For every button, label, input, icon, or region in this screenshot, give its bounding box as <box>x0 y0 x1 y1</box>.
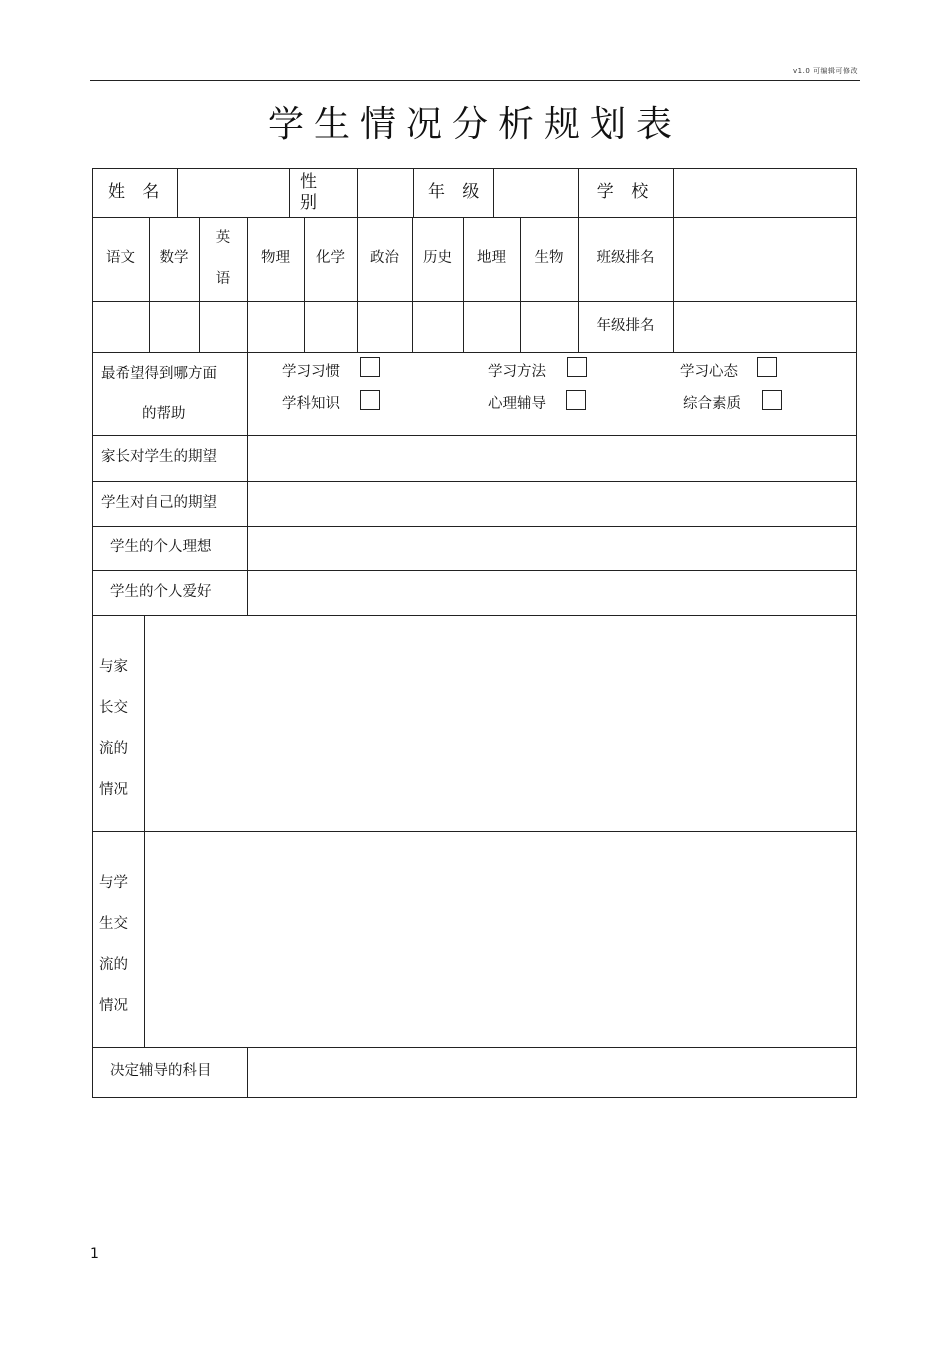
ideal-label: 学生的个人理想 <box>110 539 212 556</box>
subject-chinese: 语文 <box>106 250 135 267</box>
header-version: v1.0 可编辑可修改 <box>793 67 858 75</box>
grade-field[interactable] <box>494 169 578 217</box>
score-physics-field[interactable] <box>248 302 304 352</box>
help-option-method-checkbox[interactable] <box>567 357 587 377</box>
tutor-subjects-label: 决定辅导的科目 <box>110 1063 212 1080</box>
tutor-subjects-field[interactable] <box>248 1048 856 1097</box>
subject-politics: 政治 <box>370 250 399 267</box>
help-option-mindset-label: 学习心态 <box>680 364 738 380</box>
help-label-line-1: 最希望得到哪方面 <box>101 365 217 382</box>
parent-communication-line-4: 情况 <box>99 782 128 798</box>
student-communication-line-2: 生交 <box>99 916 128 932</box>
help-option-overall-label: 综合素质 <box>683 396 741 412</box>
parent-communication-line-1: 与家 <box>99 659 128 675</box>
subject-physics: 物理 <box>261 250 290 267</box>
score-history-field[interactable] <box>413 302 463 352</box>
vline-right <box>856 168 857 1098</box>
subject-english-char-1: 英 <box>215 230 231 246</box>
name-field[interactable] <box>178 169 289 217</box>
class-rank-label: 班级排名 <box>596 250 655 267</box>
score-politics-field[interactable] <box>358 302 412 352</box>
ideal-field[interactable] <box>248 527 856 570</box>
student-communication-label <box>93 831 143 1047</box>
subject-biology: 生物 <box>534 250 564 267</box>
help-option-knowledge-label: 学科知识 <box>282 396 340 412</box>
parent-communication-line-3: 流的 <box>99 741 128 757</box>
name-label: 姓 名 <box>108 182 166 203</box>
hline-bottom <box>92 1097 857 1098</box>
parent-communication-field[interactable] <box>145 616 856 831</box>
help-option-overall-checkbox[interactable] <box>762 390 782 410</box>
grade-rank-label: 年级排名 <box>596 317 655 334</box>
score-chemistry-field[interactable] <box>305 302 357 352</box>
score-geography-field[interactable] <box>464 302 520 352</box>
help-option-habit-label: 学习习惯 <box>282 364 340 380</box>
subject-geography: 地理 <box>477 250 506 267</box>
grade-rank-field[interactable] <box>674 302 856 352</box>
gender-field[interactable] <box>358 169 413 217</box>
help-option-method-label: 学习方法 <box>488 364 546 380</box>
score-english-field[interactable] <box>200 302 247 352</box>
score-biology-field[interactable] <box>521 302 578 352</box>
help-label <box>92 352 247 435</box>
student-communication-line-1: 与学 <box>99 875 128 891</box>
score-chinese-field[interactable] <box>93 302 149 352</box>
parent-expectation-field[interactable] <box>248 436 856 481</box>
help-label-line-2: 的帮助 <box>142 405 186 422</box>
header-rule <box>90 80 860 81</box>
school-field[interactable] <box>674 169 856 217</box>
subject-math: 数学 <box>159 250 189 267</box>
score-math-field[interactable] <box>150 302 199 352</box>
help-option-knowledge-checkbox[interactable] <box>360 390 380 410</box>
help-option-psychology-label: 心理辅导 <box>488 396 546 412</box>
hobby-field[interactable] <box>248 571 856 615</box>
subject-english-char-2: 语 <box>215 271 231 287</box>
class-rank-field[interactable] <box>674 218 856 301</box>
parent-communication-label <box>93 615 143 831</box>
student-communication-field[interactable] <box>145 832 856 1047</box>
student-communication-line-3: 流的 <box>99 957 128 973</box>
parent-expectation-label: 家长对学生的期望 <box>101 449 217 466</box>
self-expectation-label: 学生对自己的期望 <box>101 494 217 511</box>
help-option-habit-checkbox[interactable] <box>360 357 380 377</box>
school-label: 学 校 <box>596 182 655 203</box>
parent-communication-line-2: 长交 <box>99 700 128 716</box>
help-option-psychology-checkbox[interactable] <box>566 390 586 410</box>
page-title: 学生情况分析规划表 <box>267 104 682 145</box>
subject-history: 历史 <box>423 250 452 267</box>
help-option-mindset-checkbox[interactable] <box>757 357 777 377</box>
grade-label: 年 级 <box>428 182 486 203</box>
student-communication-line-4: 情况 <box>99 998 128 1014</box>
subject-english <box>199 217 247 301</box>
self-expectation-field[interactable] <box>248 482 856 526</box>
subject-chemistry: 化学 <box>316 250 345 267</box>
gender-label: 性 别 <box>300 172 323 213</box>
hobby-label: 学生的个人爱好 <box>110 583 212 600</box>
page-number: 1 <box>90 1246 99 1262</box>
